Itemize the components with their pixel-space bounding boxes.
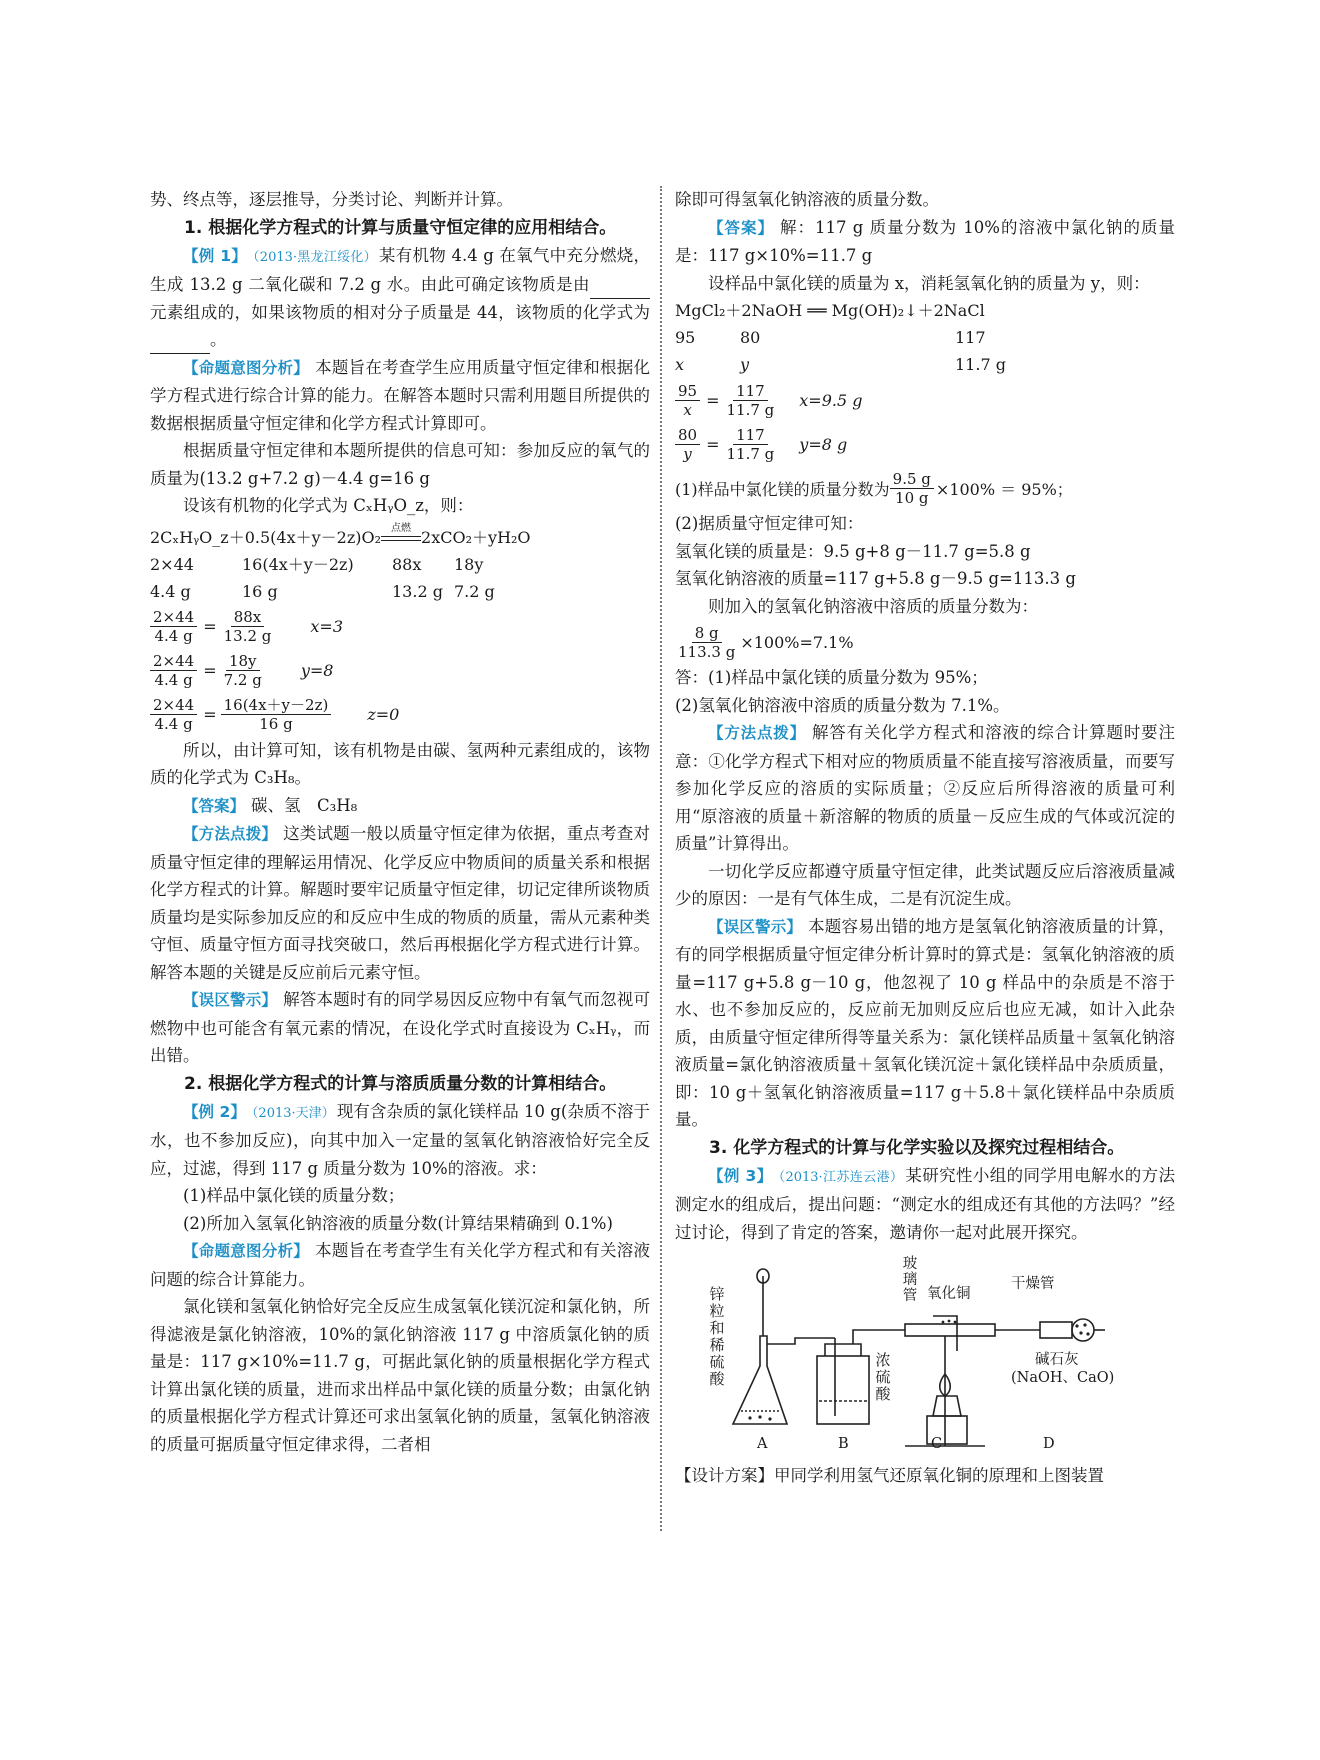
example-text: 元素组成的，如果该物质的相对分子质量是 44，该物质的化学式为 [150, 302, 650, 322]
text: ×100% ＝ 95%； [935, 479, 1073, 499]
method-tip-1 [150, 820, 650, 986]
denominator: 113.3 g [678, 642, 736, 661]
ratio-row [675, 324, 1175, 351]
section-tag: 【方法点拨】 [708, 724, 806, 742]
right-column [675, 186, 1175, 1490]
equation-2 [675, 297, 1175, 324]
answer-blank [150, 335, 210, 354]
numerator: 2×44 [150, 652, 197, 671]
denominator: 7.2 g [223, 671, 262, 689]
example-text: 现有含杂质的氯化镁样品 10 g(杂质不溶于水，也不参加反应)，向其中加入一定量的氢氧化钠溶液恰好完全反应，过滤，得到 117 g 质量分数为 10%的溶液。求： [150, 1101, 651, 1178]
value-cell: 88x [392, 554, 422, 574]
reaction-condition: 点燃 [391, 522, 412, 534]
value-cell: 11.7 g [955, 355, 1006, 374]
text-line: 氢氧化镁的质量是：9.5 g+8 g－11.7 g=5.8 g [675, 541, 1031, 561]
numerator: 18y [226, 652, 260, 671]
section-tag: 【答案】 [183, 796, 246, 815]
apparatus-figure [705, 1256, 1125, 1456]
reaction-arrow [381, 524, 421, 551]
label-conc-acid: 浓硫酸 [875, 1351, 891, 1403]
numerator: 80 [675, 426, 700, 445]
value-cell: y [740, 355, 750, 374]
paragraph: 氯化镁和氢氧化钠恰好完全反应生成氢氧化镁沉淀和氯化钠，所得滤液是氯化钠溶液，10%的氯化钠溶液 117 g 中溶质氯化钠的质量是：117 g×10%=11.7 g，可据此氯化钠的质量根据化学方程式计算出氯化镁的质量，进而求出样品中氯化镁的质量分数；由氯化钠的质量根据化学方程式计算还可求出氢氧化钠的质量，氢氧化钠溶液的质量可据质量守恒定律求得，二者相 [150, 1297, 650, 1454]
numerator: 2×44 [150, 696, 197, 715]
label-D: D [1043, 1436, 1055, 1452]
value-cell: x [675, 355, 685, 374]
paragraph-text: 这类试题一般以质量守恒定律为依据，重点考查对质量守恒定律的理解运用情况、化学反应中物质间的质量关系和根据化学方程式的计算。解题时要牢记质量守恒定律，切记定律所谈物质质量均是实际参加反应的和反应中生成的物质的质量，需从元素种类守恒、质量守恒方面寻找突破口，然后再根据化学方程式进行计算。解答本题的关键是反应前后元素守恒。 [150, 824, 650, 982]
label-soda-lime-formula: (NaOH、CaO) [1011, 1370, 1115, 1386]
value-cell: 16(4x＋y－2z) [242, 554, 354, 574]
numerator: 117 [733, 382, 768, 401]
section-tag: 【误区警示】 [708, 917, 803, 936]
section-tag: 【命题意图分析】 [183, 358, 310, 377]
text-line: (2)据质量守恒定律可知： [675, 514, 864, 533]
warning-1 [150, 986, 650, 1070]
result: x=9.5 g [799, 390, 863, 410]
result: z=0 [367, 705, 400, 724]
denominator: 16 g [259, 715, 293, 733]
mass-fraction-line [675, 620, 1175, 664]
label-drying-tube: 干燥管 [1011, 1276, 1055, 1292]
numerator: 16(4x＋y－2z) [221, 696, 332, 715]
equation: MgCl₂＋2NaOH ══ Mg(OH)₂↓＋2NaCl [675, 301, 985, 320]
method-tip-2 [675, 719, 1175, 858]
section-tag: 【误区警示】 [183, 991, 278, 1009]
paragraph: 所以，由计算可知，该有机物是由碳、氢两种元素组成的，该物质的化学式为 C₃H₈。 [150, 740, 650, 787]
example-source: （2013·天津） [251, 1105, 335, 1121]
ratio-row [150, 551, 650, 578]
text-line: (2)氢氧化钠溶液中溶质的质量分数为 7.1%。 [675, 695, 1010, 715]
text-line: 除即可得氢氧化钠溶液的质量分数。 [675, 190, 939, 209]
numerator: 88x [231, 608, 265, 627]
value-cell: 7.2 g [454, 581, 495, 601]
section-heading-3: 3. 化学方程式的计算与化学实验以及探究过程相结合。 [709, 1137, 1125, 1158]
example-text: 某有机物 4.4 g 在氧气中充分燃烧，生成 13.2 g 二氧化碳和 7.2 g 水。由此可确定该物质是由 [150, 245, 650, 294]
numerator: 8 g [692, 624, 722, 643]
denominator: 11.7 g [726, 444, 775, 463]
label-glass-tube: 玻璃管 [902, 1256, 918, 1304]
denominator: 4.4 g [154, 671, 193, 689]
value-cell: 2×44 [150, 554, 194, 574]
denominator: 13.2 g [223, 627, 272, 645]
paragraph-text: 解答本题时有的同学易因反应物中有氧气而忽视可燃物中也可能含有氧元素的情况，在设化学式时直接设为 CₓHᵧ，而出错。 [150, 990, 650, 1065]
question-2: (2)所加入氢氧化钠溶液的质量分数(计算结果精确到 0.1%) [183, 1213, 613, 1233]
example-1 [150, 242, 650, 354]
value-cell: 117 [955, 328, 986, 347]
intent-analysis-1 [150, 354, 650, 438]
label-zinc-acid: 锌粒和稀硫酸 [709, 1285, 725, 1388]
numerator: 2×44 [150, 608, 197, 627]
answer-text: 碳、氢 C₃H₈ [251, 795, 358, 815]
equation-1 [150, 524, 650, 551]
ratio-row [675, 351, 1175, 378]
paragraph: 设该有机物的化学式为 CₓHᵧO_z，则： [183, 496, 474, 515]
denominator: 4.4 g [154, 715, 193, 733]
example-source: （2013·黑龙江绥化） [253, 249, 377, 265]
left-column [150, 186, 650, 1458]
value-cell: 4.4 g [150, 581, 191, 601]
example-tag: 【例 3】 [708, 1166, 773, 1185]
section-tag: 【命题意图分析】 [183, 1242, 310, 1260]
ratio-row [150, 578, 650, 605]
value-cell: 80 [740, 328, 761, 347]
proportion-4: $\frac{95}{x}$ = $\frac{117}{11.7 g}$ x=9.5 g [675, 378, 1175, 422]
answer-text: 解：117 g 质量分数为 10%的溶液中氯化钠的质量是：117 g×10%=11.7 g [675, 217, 1175, 265]
question-1: (1)样品中氯化镁的质量分数； [183, 1186, 405, 1205]
paragraph: 根据质量守恒定律和本题所提供的信息可知：参加反应的氧气的质量为(13.2 g+7.2 g)－4.4 g=16 g [150, 441, 650, 488]
example-3 [675, 1162, 1175, 1247]
section-tag: 【答案】 [708, 218, 775, 237]
denominator: 10 g [895, 488, 929, 507]
intent-analysis-2 [150, 1237, 650, 1293]
section-heading-1: 1. 根据化学方程式的计算与质量守恒定律的应用相结合。 [184, 217, 617, 238]
value-cell: 16 g [242, 581, 278, 601]
label-soda-lime: 碱石灰 [1035, 1352, 1079, 1368]
numerator: 95 [675, 382, 700, 401]
text: ×100%=7.1% [740, 632, 854, 652]
denominator: 11.7 g [726, 400, 775, 419]
text-line: 势、终点等，逐层推导，分类讨论、判断并计算。 [150, 190, 513, 209]
result: y=8 g [799, 434, 848, 454]
result: x=3 [310, 617, 343, 636]
denominator: y [683, 444, 692, 463]
label-copper-oxide: 氧化铜 [927, 1286, 971, 1302]
column-divider [660, 186, 662, 1531]
paragraph: 设样品中氯化镁的质量为 x，消耗氢氧化钠的质量为 y，则： [708, 273, 1150, 293]
paragraph: 一切化学反应都遵守质量守恒定律，此类试题反应后溶液质量减少的原因：一是有气体生成，二是有沉淀生成。 [675, 861, 1175, 908]
numerator: 117 [733, 426, 768, 445]
result: y=8 [300, 661, 334, 680]
value-cell: 95 [675, 328, 696, 347]
answer-1 [150, 792, 650, 821]
numerator: 9.5 g [890, 470, 934, 489]
text-line: 氢氧化钠溶液的质量=117 g+5.8 g－9.5 g=113.3 g [675, 569, 1076, 588]
example-tag: 【例 2】 [183, 1102, 246, 1121]
paragraph-text: 本题容易出错的地方是氢氧化钠溶液质量的计算，有的同学根据质量守恒定律分析计算时的算式是：氢氧化钠溶液的质量=117 g+5.8 g－10 g，他忽视了 10 g 样品中的杂质是不溶于水、也不参加反应的，反应前无加则反应后也应无减，如计入此杂质，由质量守恒定律所得等量关系为：氯化镁样品质量＋氢氧化钠溶液质量=氯化钠溶液质量＋氢氧化镁沉淀＋氯化镁样品中杂质质量，即：10 g＋氢氧化钠溶液质量=117 g＋5.8＋氯化镁样品中杂质质量。 [675, 916, 1175, 1129]
proportion-3: $\frac{2\times 44}{4.4 g}$ = $\frac{16(4x+y-2z)}{16 g}$ z=0 [150, 693, 650, 737]
equation-left: 2CₓHᵧO_z＋0.5(4x＋y－2z)O₂ [150, 527, 382, 547]
answer-blank [590, 280, 650, 299]
design-line: 【设计方案】甲同学利用氢气还原氧化铜的原理和上图装置 [675, 1466, 1104, 1485]
answer-2 [675, 214, 1175, 270]
equation-right: 2xCO₂＋yH₂O [421, 527, 531, 547]
example-text: 。 [210, 330, 227, 349]
text: (1)样品中氯化镁的质量分数为 [675, 479, 890, 499]
section-tag: 【方法点拨】 [183, 825, 278, 843]
paragraph-text: 解答有关化学方程式和溶液的综合计算题时要注意：①化学方程式下相对应的物质质量不能直接写溶液质量，而要写参加化学反应的溶质的实际质量；②反应后所得溶液的质量可利用“原溶液的质量＋新溶解的物质的质量－反应生成的气体或沉淀的质量”计算得出。 [675, 723, 1175, 853]
text-line: 答：(1)样品中氯化镁的质量分数为 95%； [675, 668, 988, 687]
mass-fraction-line [675, 466, 1175, 510]
paragraph-text: 本题旨在考查学生应用质量守恒定律和根据化学方程式进行综合计算的能力。在解答本题时只需利用题目所提供的数据根据质量守恒定律和化学方程式计算即可。 [150, 357, 650, 433]
warning-2 [675, 913, 1175, 1134]
example-text: 某研究性小组的同学用电解水的方法测定水的组成后，提出问题：“测定水的组成还有其他的方法吗？”经过讨论，得到了肯定的答案，邀请你一起对此展开探究。 [675, 1165, 1176, 1242]
proportion-1: $\frac{2\times 44}{4.4 g}$ = $\frac{88x}{13.2 g}$ x=3 [150, 605, 650, 649]
label-C: C [931, 1436, 943, 1452]
example-2 [150, 1098, 650, 1183]
denominator: 4.4 g [154, 627, 193, 645]
denominator: x [683, 400, 692, 419]
text-line: 则加入的氢氧化钠溶液中溶质的质量分数为： [708, 596, 1038, 616]
value-cell: 13.2 g [392, 581, 443, 601]
proportion-5: $\frac{80}{y}$ = $\frac{117}{11.7 g}$ y=8 g [675, 422, 1175, 466]
proportion-2: $\frac{2\times 44}{4.4 g}$ = $\frac{18y}{7.2 g}$ y=8 [150, 649, 650, 693]
value-cell: 18y [454, 554, 484, 574]
example-source: （2013·江苏连云港） [778, 1169, 904, 1185]
example-tag: 【例 1】 [183, 246, 248, 265]
paragraph-text: 本题旨在考查学生有关化学方程式和有关溶液问题的综合计算能力。 [150, 1241, 650, 1289]
section-heading-2: 2. 根据化学方程式的计算与溶质质量分数的计算相结合。 [184, 1073, 617, 1094]
label-B: B [838, 1436, 849, 1452]
label-A: A [757, 1436, 768, 1452]
